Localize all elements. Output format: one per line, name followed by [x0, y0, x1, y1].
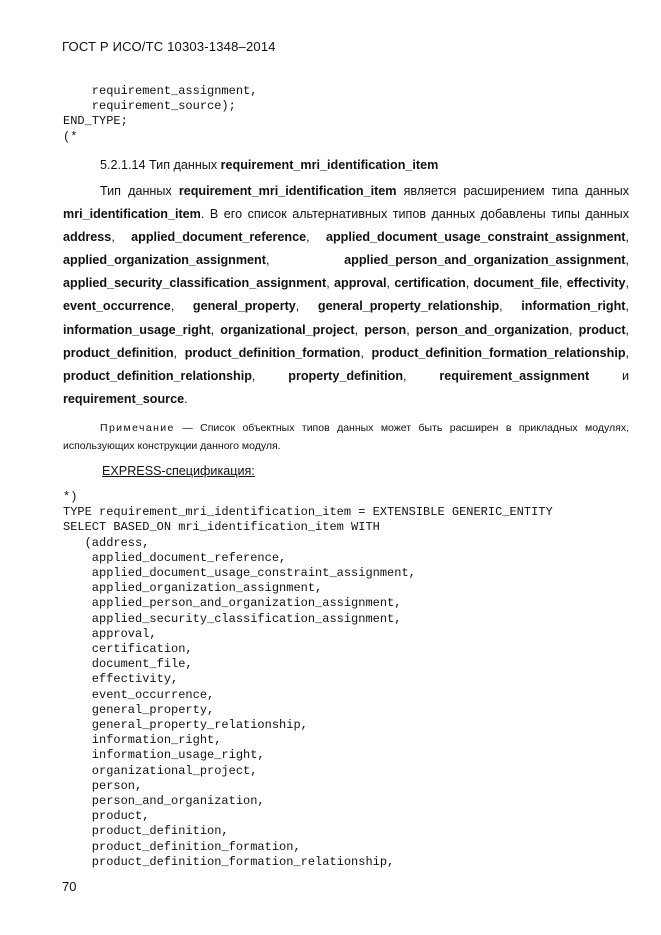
code-line: general_property_relationship, — [63, 718, 308, 733]
code-line: (address, — [63, 535, 150, 550]
paragraph-text: , — [625, 322, 630, 337]
paragraph-text: , — [569, 322, 579, 337]
code-block-top — [63, 84, 257, 145]
paragraph-text: , — [111, 230, 132, 245]
paragraph-text: , — [173, 345, 185, 360]
code-line: (* — [63, 129, 78, 144]
type-name: effectivity — [566, 276, 626, 291]
code-line: TYPE requirement_mri_identification_item = EXTENSIBLE GENERIC_ENTITY — [63, 505, 553, 520]
paragraph-text: Тип данных — [100, 184, 179, 198]
code-line: approval, — [63, 626, 157, 641]
code-line: effectivity, — [63, 672, 179, 687]
paragraph-text: , — [403, 368, 440, 383]
paragraph-text: , — [360, 345, 372, 360]
paragraph-text: , — [406, 322, 416, 337]
code-line: person, — [63, 778, 143, 793]
paragraph-text: , — [625, 299, 629, 314]
type-name: address — [63, 230, 112, 245]
type-name: event_occurrence — [63, 299, 171, 314]
paragraph-text: , — [354, 322, 365, 337]
paragraph-text: , — [265, 253, 345, 268]
code-line: product, — [63, 809, 150, 824]
code-line: *) — [63, 490, 78, 504]
type-name: product — [578, 322, 626, 337]
description-paragraph — [63, 180, 629, 411]
paragraph-text: , — [295, 299, 318, 314]
code-line: applied_person_and_organization_assignment, — [63, 596, 402, 611]
paragraph-text: , — [386, 276, 395, 291]
paragraph-text: . В его список альтернативных типов данных добавлены типы данных — [200, 207, 629, 222]
code-line: general_property, — [63, 702, 215, 717]
type-name: requirement_mri_identification_item — [178, 184, 397, 198]
paragraph-text: , — [625, 253, 629, 268]
code-line: requirement_source); — [63, 99, 236, 114]
code-line: product_definition, — [63, 824, 229, 839]
section-number: 5.2.1.14 — [100, 158, 146, 172]
code-line: requirement_assignment, — [63, 84, 258, 98]
type-name: product_definition_relationship — [63, 368, 252, 383]
note-label: Примечание — [100, 422, 175, 434]
type-name: information_usage_right — [63, 322, 211, 337]
paragraph-text: является расширением типа данных — [396, 184, 629, 198]
paragraph-text: , — [625, 345, 630, 360]
code-line: product_definition_formation, — [63, 839, 301, 854]
type-name: person — [364, 322, 407, 337]
paragraph-text: , — [625, 230, 629, 245]
type-name: requirement_assignment — [439, 368, 590, 383]
type-name: document_file — [473, 276, 559, 291]
code-line: applied_document_reference, — [63, 550, 287, 565]
paragraph-text: , — [499, 299, 522, 314]
paragraph-text: , — [326, 276, 334, 291]
code-line: applied_security_classification_assignment, — [63, 611, 402, 626]
type-name: product_definition_formation_relationship — [371, 345, 626, 360]
type-name: general_property_relationship — [317, 299, 500, 314]
paragraph-text: , — [306, 230, 326, 245]
code-line: event_occurrence, — [63, 687, 215, 702]
type-name: requirement_source — [63, 391, 185, 406]
paragraph-text: , — [170, 299, 193, 314]
section-heading — [100, 158, 438, 172]
note-text: Список объектных типов данных может быть расширен в прикладных модулях, использующих конструкции данного модуля. — [63, 422, 629, 452]
code-block-express — [63, 490, 553, 870]
note-paragraph — [63, 420, 629, 455]
code-line: SELECT BASED_ON mri_identification_item WITH — [63, 520, 380, 535]
type-name: organizational_project — [220, 322, 355, 337]
code-line: END_TYPE; — [63, 114, 128, 129]
code-line: applied_document_usage_constraint_assignment, — [63, 566, 416, 581]
type-name: person_and_organization — [415, 322, 570, 337]
code-line: organizational_project, — [63, 763, 258, 778]
express-specification-label: EXPRESS-спецификация: — [102, 464, 255, 478]
type-name: applied_security_classification_assignment — [63, 276, 327, 291]
code-line: product_definition_formation_relationship, — [63, 854, 395, 869]
code-line: information_usage_right, — [63, 748, 265, 763]
page-number: 70 — [62, 879, 77, 894]
code-line: information_right, — [63, 733, 222, 748]
type-name: applied_organization_assignment — [63, 253, 266, 268]
type-name: property_definition — [288, 368, 404, 383]
type-name: product_definition_formation — [184, 345, 361, 360]
section-title-bold: requirement_mri_identification_item — [220, 158, 439, 172]
paragraph-text: , — [251, 368, 289, 383]
type-name: general_property — [192, 299, 296, 314]
paragraph-text: , — [558, 276, 567, 291]
paragraph-text: , — [625, 276, 629, 291]
paragraph-text: и — [589, 368, 630, 383]
type-name: applied_document_usage_constraint_assignment — [325, 230, 626, 245]
code-line: person_and_organization, — [63, 794, 265, 809]
paragraph-text: , — [210, 322, 221, 337]
paragraph-text: . — [184, 391, 188, 406]
code-line: document_file, — [63, 657, 193, 672]
note-dash: — — [174, 422, 201, 434]
type-name: applied_document_reference — [131, 230, 307, 245]
paragraph-text: , — [465, 276, 474, 291]
type-name: information_right — [521, 299, 626, 314]
type-name: certification — [394, 276, 466, 291]
type-name: applied_person_and_organization_assignment — [344, 253, 626, 268]
section-title-prefix: Тип данных — [149, 158, 218, 172]
document-header: ГОСТ Р ИСО/ТС 10303-1348–2014 — [62, 39, 276, 54]
type-name: mri_identification_item — [63, 207, 201, 222]
type-name: approval — [334, 276, 387, 291]
code-line: applied_organization_assignment, — [63, 581, 323, 596]
code-line: certification, — [63, 642, 193, 657]
type-name: product_definition — [63, 345, 174, 360]
